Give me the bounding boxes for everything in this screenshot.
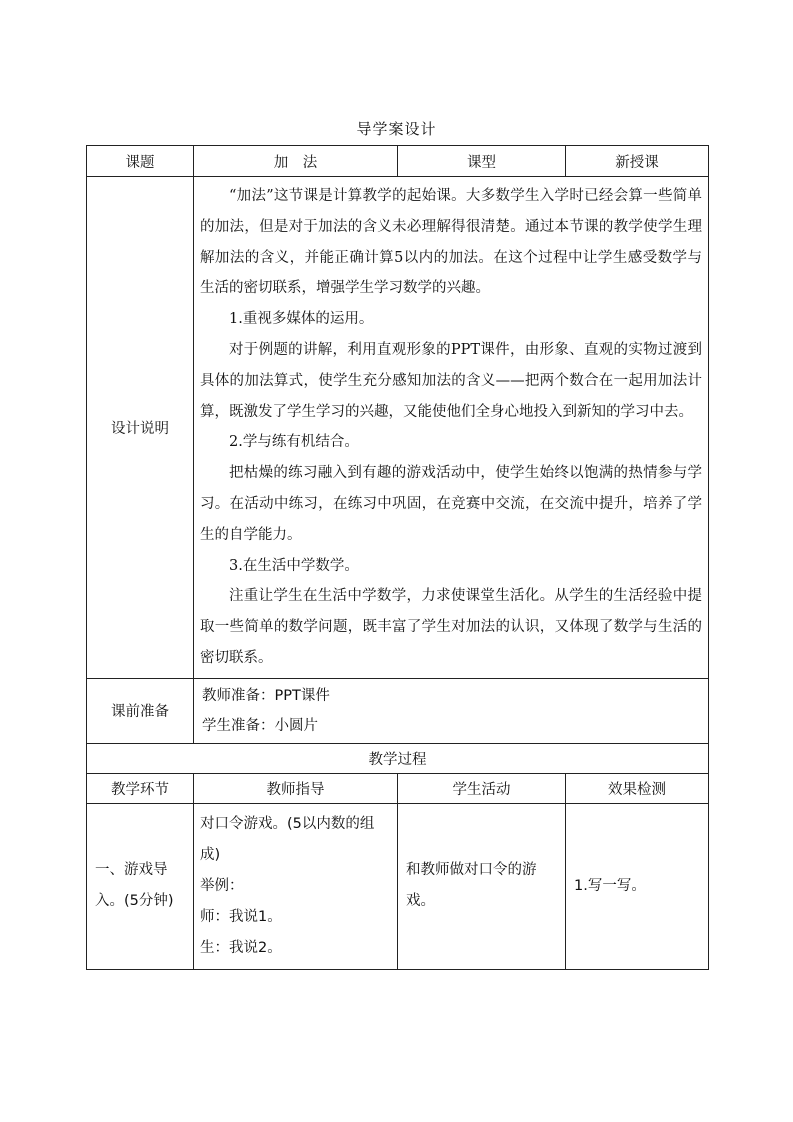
teacher-guidance-line: 对口令游戏。(5以内数的组成)	[200, 815, 375, 863]
teacher-guidance-line: 师：我说1。	[200, 908, 282, 925]
process-section-row	[87, 743, 709, 773]
teacher-guidance-cell	[194, 803, 398, 969]
type-value: 新授课	[566, 146, 709, 177]
teacher-preparation: 教师准备：PPT课件	[202, 687, 330, 704]
table-row	[87, 803, 709, 969]
effect-check-cell	[566, 803, 709, 969]
topic-value: 加 法	[194, 146, 398, 177]
stage-cell	[87, 803, 194, 969]
design-row	[87, 177, 709, 679]
column-header-check: 效果检测	[566, 773, 709, 803]
design-paragraph: 2.学与练有机结合。	[229, 434, 359, 451]
process-header-row	[87, 773, 709, 803]
preparation-label: 课前准备	[87, 678, 194, 743]
design-paragraph: 1.重视多媒体的运用。	[229, 311, 374, 328]
teacher-guidance-line: 生：我说2。	[200, 939, 282, 956]
process-section-title: 教学过程	[87, 743, 709, 773]
document-title: 导学案设计	[356, 120, 437, 138]
effect-check-text: 1.写一写。	[574, 877, 646, 894]
type-label: 课型	[398, 146, 566, 177]
design-paragraph: 对于例题的讲解，利用直观形象的PPT课件，由形象、直观的实物过渡到具体的加法算式，使学生充分感知加法的含义——把两个数合在一起用加法计算，既激发了学生学习的兴趣，又能使他们全身心地投入到新知的学习中去。	[200, 341, 702, 420]
column-header-stage: 教学环节	[87, 773, 194, 803]
lesson-plan-table	[86, 145, 709, 970]
teacher-guidance-line: 举例：	[200, 877, 244, 894]
design-explanation	[194, 177, 709, 679]
column-header-teacher: 教师指导	[194, 773, 398, 803]
header-row	[87, 146, 709, 177]
topic-label: 课题	[87, 146, 194, 177]
preparation-row	[87, 678, 709, 743]
preparation-content	[194, 678, 709, 743]
design-paragraph: 注重让学生在生活中学数学，力求使课堂生活化。从学生的生活经验中提取一些简单的数学问题，既丰富了学生对加法的认识，又体现了数学与生活的密切联系。	[200, 588, 702, 666]
student-preparation: 学生准备：小圆片	[202, 717, 318, 734]
design-paragraph: “加法”这节课是计算教学的起始课。大多数学生入学时已经会算一些简单的加法，但是对于加法的含义未必理解得很清楚。通过本节课的教学使学生理解加法的含义，并能正确计算5以内的加法。在这个过程中让学生感受数学与生活的密切联系，增强学生学习数学的兴趣。	[200, 188, 702, 297]
student-activity-text: 和教师做对口令的游戏。	[406, 862, 537, 910]
design-paragraph: 把枯燥的练习融入到有趣的游戏活动中，使学生始终以饱满的热情参与学习。在活动中练习，在练习中巩固，在竞赛中交流，在交流中提升，培养了学生的自学能力。	[200, 465, 702, 543]
student-activity-cell	[398, 803, 566, 969]
stage-text: 一、游戏导入。(5分钟)	[95, 862, 174, 910]
design-paragraph: 3.在生活中学数学。	[229, 557, 359, 574]
design-label: 设计说明	[87, 177, 194, 679]
column-header-student: 学生活动	[398, 773, 566, 803]
